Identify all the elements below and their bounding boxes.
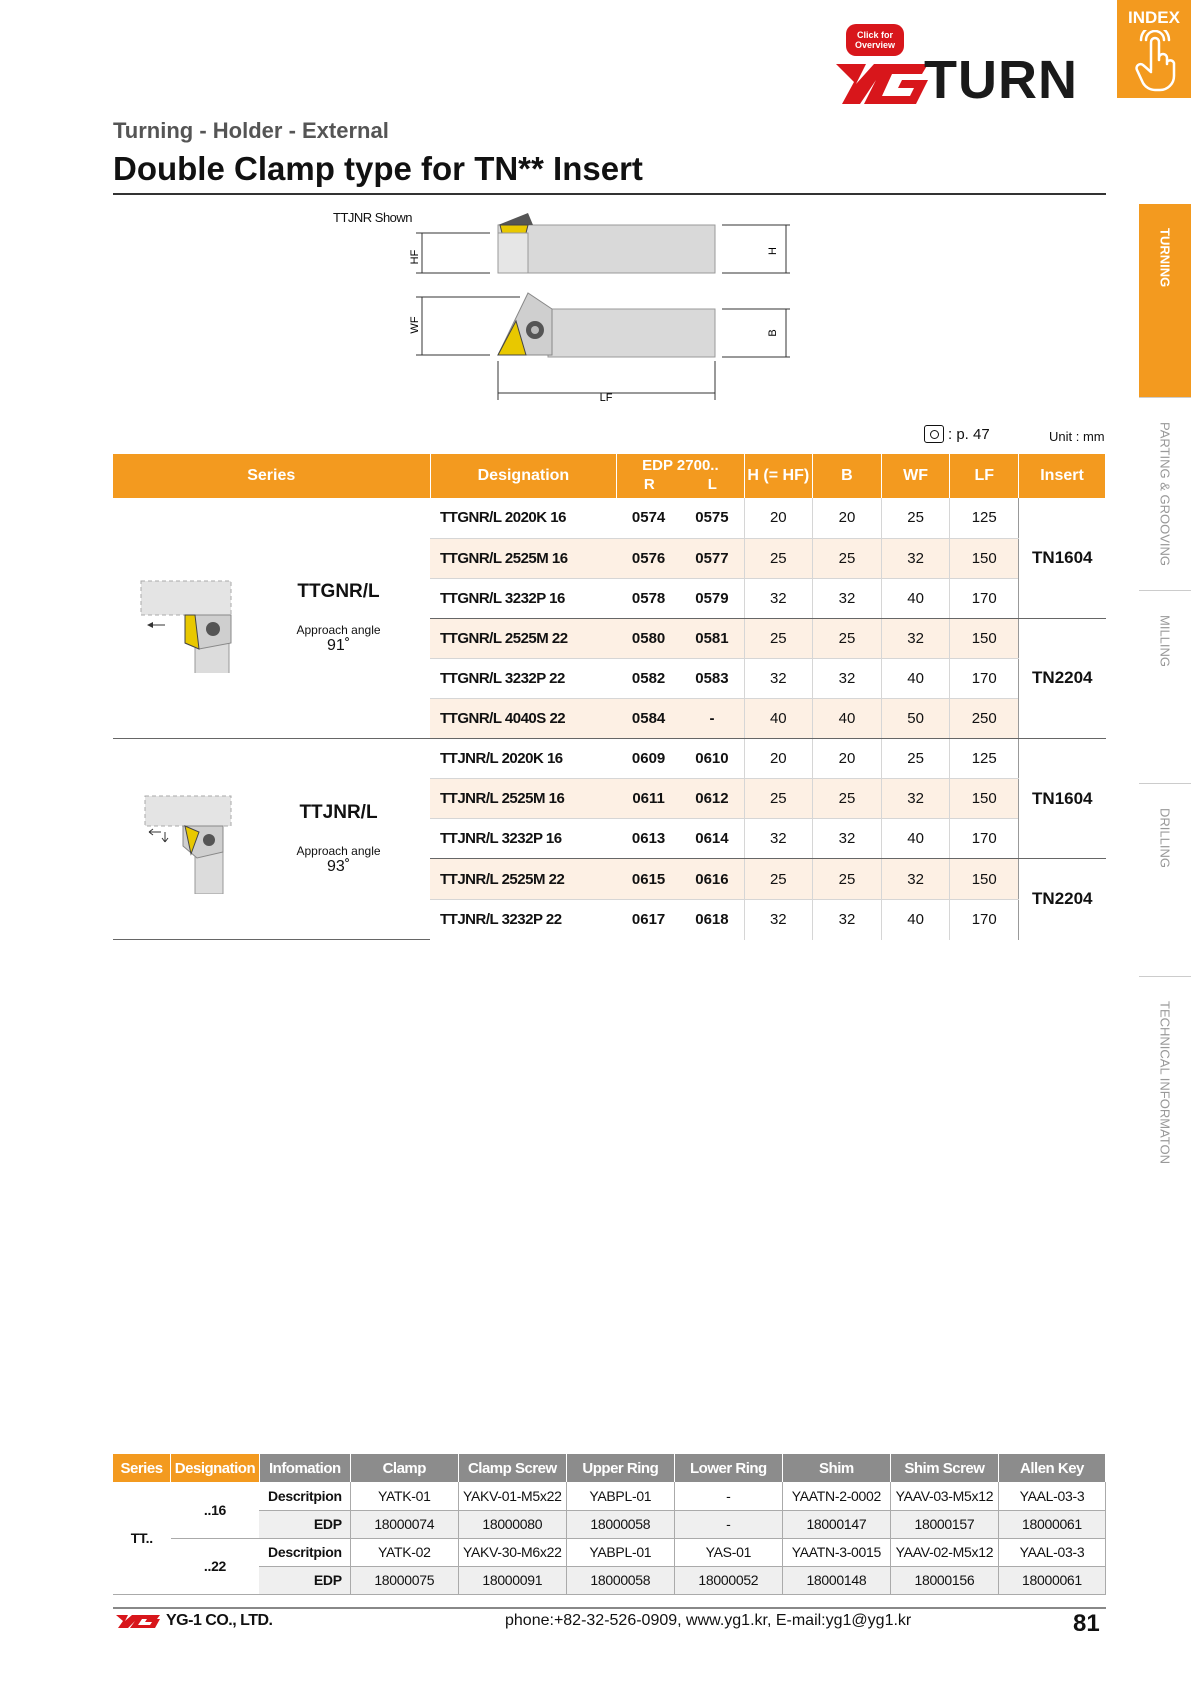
approach-angle-value: 93˚ — [326, 858, 351, 875]
clamp-cell: YATK-02 — [350, 1538, 458, 1566]
edp-r-cell: 0584 — [617, 699, 681, 739]
unit-label: Unit : mm — [1049, 429, 1105, 444]
product-table — [113, 454, 1106, 940]
yg-footer-logo-icon — [116, 1613, 160, 1629]
edp-l-cell: 0581 — [680, 618, 744, 659]
parts-series-cell: TT.. — [113, 1482, 171, 1594]
col-edp — [617, 454, 744, 498]
edp-r-cell: 0617 — [631, 911, 666, 929]
h-cell: 25 — [744, 618, 813, 659]
ttgnr-holder-icon — [113, 563, 233, 673]
badge-line-2: Overview — [854, 40, 896, 50]
h-cell: 20 — [744, 739, 813, 779]
dim-lf-label: LF — [599, 392, 613, 404]
spare-parts-table — [113, 1454, 1106, 1595]
shim-screw-cell: 18000157 — [890, 1510, 998, 1538]
b-cell: 20 — [813, 498, 882, 538]
shim-screw-cell: 18000156 — [890, 1566, 998, 1594]
wf-cell: 40 — [881, 578, 950, 618]
table-row — [113, 498, 1106, 538]
allen-key-cell: 18000061 — [998, 1510, 1105, 1538]
clamp-screw-cell: YAKV-30-M6x22 — [458, 1538, 566, 1566]
b-cell: 25 — [813, 618, 882, 659]
lower-ring-cell: - — [674, 1510, 782, 1538]
series-cell-ttjnr — [113, 739, 430, 940]
lf-cell: 150 — [950, 779, 1019, 819]
lf-cell: 170 — [950, 819, 1019, 859]
b-cell: 40 — [813, 699, 882, 739]
tab-turning[interactable] — [1139, 204, 1191, 397]
allen-key-cell: YAAL-03-3 — [998, 1482, 1105, 1510]
table-row — [113, 1510, 1106, 1538]
lf-cell: 150 — [950, 618, 1019, 659]
info-cell: Descritpion — [259, 1538, 350, 1566]
parts-col-information: Infomation — [259, 1454, 350, 1482]
b-cell: 25 — [813, 538, 882, 578]
b-cell: 20 — [813, 739, 882, 779]
b-cell: 25 — [813, 859, 882, 900]
index-label: INDEX — [1128, 8, 1180, 27]
edp-r-cell: 0615 — [617, 859, 681, 900]
lf-cell: 125 — [950, 498, 1019, 538]
upper-ring-cell: YABPL-01 — [566, 1482, 674, 1510]
tab-turning-label: TURNING — [1157, 228, 1173, 288]
parts-col-upper-ring: Upper Ring — [566, 1454, 674, 1482]
shim-cell: 18000147 — [782, 1510, 890, 1538]
col-insert: Insert — [1019, 454, 1106, 498]
edp-l-cell: 0583 — [680, 659, 744, 699]
designation-cell: TTGNR/L 2525M 22 — [430, 618, 617, 659]
edp-l-cell: 0614 — [680, 819, 744, 859]
lf-cell: 170 — [950, 578, 1019, 618]
shim-cell: YAATN-2-0002 — [782, 1482, 890, 1510]
col-series: Series — [113, 454, 430, 498]
designation-cell: TTGNR/L 2020K 16 — [430, 498, 617, 538]
yg-logo-icon — [836, 54, 928, 106]
lf-cell: 250 — [950, 699, 1019, 739]
col-edp-label: EDP 2700.. — [642, 457, 719, 474]
tab-drilling-label: DRILLING — [1157, 808, 1173, 868]
shim-cell: YAATN-3-0015 — [782, 1538, 890, 1566]
insert-cell: TN1604 — [1019, 498, 1106, 618]
b-cell: 32 — [813, 578, 882, 618]
designation-cell: TTJNR/L 2525M 16 — [430, 779, 617, 819]
tab-milling-label: MILLING — [1157, 615, 1173, 668]
parts-col-clamp-screw: Clamp Screw — [458, 1454, 566, 1482]
wf-cell: 25 — [881, 498, 950, 538]
col-b: B — [813, 454, 882, 498]
parts-col-shim: Shim — [782, 1454, 890, 1482]
wf-cell: 32 — [881, 618, 950, 659]
page-reference — [924, 425, 990, 443]
wf-cell: 50 — [881, 699, 950, 739]
title-divider — [113, 193, 1106, 195]
clamp-cell: YATK-01 — [350, 1482, 458, 1510]
edp-l-cell: - — [680, 699, 744, 739]
tab-parting-grooving[interactable] — [1139, 397, 1191, 590]
upper-ring-cell: 18000058 — [566, 1566, 674, 1594]
dim-hf-label: HF — [409, 249, 421, 265]
lf-cell: 170 — [950, 900, 1019, 940]
clamp-screw-cell: 18000080 — [458, 1510, 566, 1538]
h-cell: 25 — [744, 859, 813, 900]
table-row — [113, 739, 1106, 779]
h-cell: 32 — [744, 659, 813, 699]
clamp-cell: 18000074 — [350, 1510, 458, 1538]
contact-info: phone:+82-32-526-0909, www.yg1.kr, E-mail:yg1@yg1.kr — [505, 1612, 912, 1629]
designation-cell: TTJNR/L 2525M 22 — [430, 859, 617, 900]
wf-cell: 32 — [881, 859, 950, 900]
designation-cell: TTJNR/L 3232P 16 — [430, 819, 617, 859]
edp-l-cell: 0616 — [680, 859, 744, 900]
ttjnr-holder-icon — [113, 784, 233, 894]
h-cell: 32 — [744, 578, 813, 618]
company-name: YG-1 CO., LTD. — [166, 1612, 273, 1629]
lower-ring-cell: - — [674, 1482, 782, 1510]
side-tabs — [1139, 204, 1191, 1169]
h-cell: 32 — [744, 819, 813, 859]
series-name-ttjnr: TTJNR/L — [299, 802, 378, 823]
lf-cell: 150 — [950, 538, 1019, 578]
parts-col-shim-screw: Shim Screw — [890, 1454, 998, 1482]
edp-r-cell: 0613 — [617, 819, 681, 859]
clamp-screw-cell: 18000091 — [458, 1566, 566, 1594]
insert-ref-icon — [924, 425, 944, 443]
col-h: H (= HF) — [744, 454, 813, 498]
insert-cell: TN2204 — [1019, 618, 1106, 739]
approach-angle-value: 91˚ — [326, 637, 351, 654]
wf-cell: 40 — [881, 659, 950, 699]
breadcrumb: Turning - Holder - External — [113, 118, 389, 143]
edp-l-cell: 0610 — [680, 739, 744, 779]
edp-l-cell: 0618 — [695, 911, 729, 929]
edp-l-cell: 0577 — [680, 538, 744, 578]
lower-ring-cell: YAS-01 — [674, 1538, 782, 1566]
lf-cell: 170 — [950, 659, 1019, 699]
index-button[interactable] — [1117, 0, 1191, 98]
shim-screw-cell: YAAV-03-M5x12 — [890, 1482, 998, 1510]
h-cell: 25 — [744, 538, 813, 578]
parts-col-allen-key: Allen Key — [998, 1454, 1105, 1482]
insert-cell: TN1604 — [1019, 739, 1106, 859]
tab-parting-grooving-label: PARTING & GROOVING — [1157, 422, 1173, 566]
allen-key-cell: YAAL-03-3 — [998, 1538, 1105, 1566]
lf-cell: 125 — [950, 739, 1019, 779]
tab-technical-information[interactable] — [1139, 976, 1191, 1169]
col-lf: LF — [950, 454, 1019, 498]
brand-logo — [836, 18, 1106, 110]
designation-cell: TTJNR/L 3232P 22 — [440, 911, 562, 929]
series-cell-ttgnr — [113, 498, 430, 739]
tab-technical-information-label: TECHNICAL INFORMATON — [1157, 1001, 1173, 1164]
parts-designation-cell: ..16 — [171, 1482, 260, 1538]
logo-turn-text: TURN — [924, 50, 1078, 110]
edp-l-cell: 0575 — [680, 498, 744, 538]
page-reference-text: : p. 47 — [948, 425, 990, 443]
page-title: Double Clamp type for TN** Insert — [113, 150, 643, 187]
edp-r-cell: 0580 — [617, 618, 681, 659]
h-cell: 25 — [744, 779, 813, 819]
tab-drilling[interactable] — [1139, 783, 1191, 976]
upper-ring-cell: 18000058 — [566, 1510, 674, 1538]
b-cell: 32 — [813, 900, 882, 940]
info-cell: EDP — [259, 1510, 350, 1538]
edp-r-cell: 0578 — [617, 578, 681, 618]
wf-cell: 32 — [881, 779, 950, 819]
approach-angle-label: Approach angle — [296, 623, 381, 637]
parts-col-designation: Designation — [171, 1454, 260, 1482]
edp-l-cell: 0612 — [680, 779, 744, 819]
b-cell: 25 — [813, 779, 882, 819]
wf-cell: 40 — [881, 900, 950, 940]
holder-dimension-drawing — [330, 205, 790, 420]
col-edp-l: L — [707, 476, 717, 493]
click-for-overview-button[interactable] — [846, 24, 904, 56]
designation-cell: TTGNR/L 4040S 22 — [430, 699, 617, 739]
edp-r-cell: 0611 — [617, 779, 681, 819]
shim-screw-cell: YAAV-02-M5x12 — [890, 1538, 998, 1566]
h-cell: 20 — [744, 498, 813, 538]
col-edp-r: R — [643, 476, 655, 493]
allen-key-cell: 18000061 — [998, 1566, 1105, 1594]
edp-l-cell: 0579 — [680, 578, 744, 618]
shim-cell: 18000148 — [782, 1566, 890, 1594]
approach-angle-label: Approach angle — [296, 844, 381, 858]
series-name-ttgnr: TTGNR/L — [297, 581, 380, 602]
designation-cell: TTJNR/L 2020K 16 — [430, 739, 617, 779]
hand-pointer-icon — [1131, 30, 1177, 92]
info-cell: Descritpion — [259, 1482, 350, 1510]
dim-b-label: B — [767, 329, 779, 337]
table-row — [113, 1482, 1106, 1510]
edp-r-cell: 0582 — [617, 659, 681, 699]
edp-r-cell: 0576 — [617, 538, 681, 578]
tab-milling[interactable] — [1139, 590, 1191, 783]
info-cell: EDP — [259, 1566, 350, 1594]
b-cell: 32 — [813, 819, 882, 859]
b-cell: 32 — [813, 659, 882, 699]
insert-cell: TN2204 — [1019, 859, 1106, 940]
footer-divider — [113, 1607, 1106, 1609]
parts-col-clamp: Clamp — [350, 1454, 458, 1482]
clamp-screw-cell: YAKV-01-M5x22 — [458, 1482, 566, 1510]
designation-cell: TTGNR/L 3232P 22 — [430, 659, 617, 699]
wf-cell: 32 — [881, 538, 950, 578]
upper-ring-cell: YABPL-01 — [566, 1538, 674, 1566]
parts-col-series: Series — [113, 1454, 171, 1482]
h-cell: 40 — [744, 699, 813, 739]
wf-cell: 25 — [881, 739, 950, 779]
footer-brand — [116, 1612, 272, 1630]
clamp-cell: 18000075 — [350, 1566, 458, 1594]
lower-ring-cell: 18000052 — [674, 1566, 782, 1594]
col-wf: WF — [881, 454, 950, 498]
col-designation: Designation — [430, 454, 617, 498]
edp-r-cell: 0609 — [617, 739, 681, 779]
lf-cell: 150 — [950, 859, 1019, 900]
designation-cell: TTGNR/L 3232P 16 — [430, 578, 617, 618]
dim-h-label: H — [767, 247, 779, 255]
designation-cell: TTGNR/L 2525M 16 — [430, 538, 617, 578]
parts-designation-cell: ..22 — [171, 1538, 260, 1594]
h-cell: 32 — [744, 900, 813, 940]
drawing-caption: TTJNR Shown — [333, 210, 413, 225]
edp-r-cell: 0574 — [617, 498, 681, 538]
table-row — [113, 1538, 1106, 1566]
page-number: 81 — [1073, 1610, 1100, 1637]
badge-line-1: Click for — [856, 30, 893, 40]
dim-wf-label: WF — [409, 316, 421, 334]
parts-col-lower-ring: Lower Ring — [674, 1454, 782, 1482]
table-row — [113, 1566, 1106, 1594]
wf-cell: 40 — [881, 819, 950, 859]
